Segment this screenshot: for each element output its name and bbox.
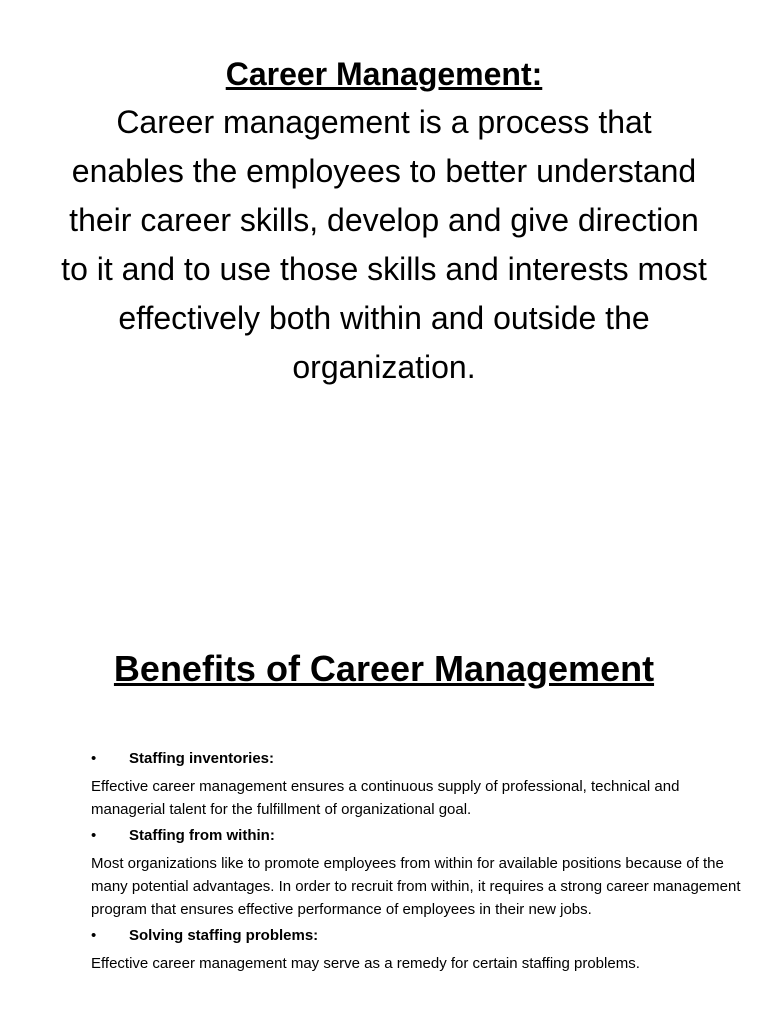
benefit-heading: Staffing inventories: xyxy=(129,750,275,767)
bullet-item-heading xyxy=(91,823,741,848)
bullet-item-heading xyxy=(91,746,741,771)
slide-title: Benefits of Career Management xyxy=(113,648,655,689)
benefit-heading: Solving staffing problems: xyxy=(129,927,319,944)
benefits-list xyxy=(91,746,741,977)
bullet-icon: • xyxy=(91,927,97,944)
benefit-description: Effective career management ensures a continuous supply of professional, technical and managerial talent for the fulfillment of organizational goal. xyxy=(91,778,680,818)
bullet-icon: • xyxy=(91,827,97,844)
slide-title: Career Management: xyxy=(225,56,543,92)
slide-benefits xyxy=(0,512,768,1024)
bullet-item-heading xyxy=(91,923,741,948)
benefit-description: Effective career management may serve as a remedy for certain staffing problems. xyxy=(91,955,640,972)
benefit-heading: Staffing from within: xyxy=(129,827,275,844)
benefit-description: Most organizations like to promote employees from within for available positions because of the many potential advantages. In order to recruit from within, it requires a strong career management program that ensures effective performance of employees in their new jobs. xyxy=(91,855,741,918)
definition-paragraph: Career management is a process that enables the employees to better understand their career skills, develop and give direction to it and to use those skills and interests most effectively both within and outside the organization. xyxy=(61,104,707,385)
bullet-icon: • xyxy=(91,750,97,767)
